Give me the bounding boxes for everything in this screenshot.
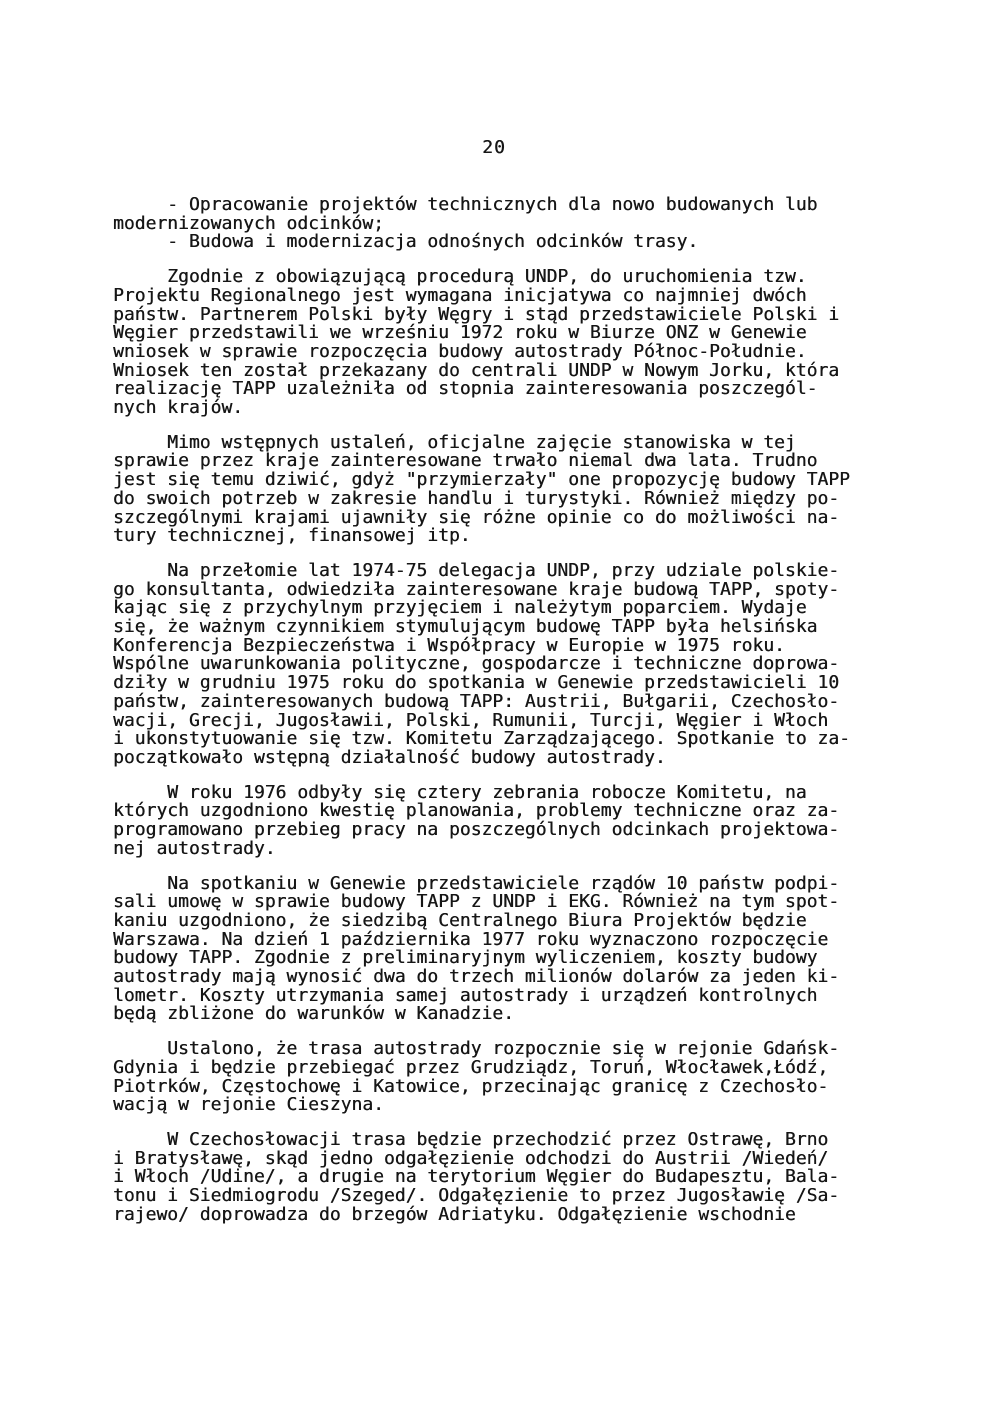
paragraph-route-czechoslovakia: W Czechosłowacji trasa będzie przechodzić przez Ostrawę, Brno i Bratysławę, skąd jedno odgałęzienie odchodzi do Austrii /Wiedeń/ i Włoch /Udine/, a drugie na terytorium Węgier do Budapesztu, Bala- tonu i Siedmiogrodu /Szeged/. Odgałęzienie to przez Jugosławię /Sa- rajewo/ doprowadza do brzegów Adriatyku. Odgałęzienie wschodnie — [113, 1128, 840, 1225]
paragraph-1974-75-delegation: Na przełomie lat 1974-75 delegacja UNDP, przy udziale polskie- go konsultanta, odwiedziła zainteresowane kraje budową TAPP, spoty- kając się z przychylnym przyjęciem i należytym poparciem. Wydaje się, że ważnym czynnikiem stymulującym budowę TAPP była helsińska Konferencja Bezpieczeństwa i Współpracy w Europie w 1975 roku. Wspólne uwarunkowania polityczne, gospodarcze i techniczne doprowa- dziły w grudniu 1975 roku do spotkania w Genewie przedstawicieli 10 państw, zainteresowanych budową TAPP: Austrii, Bułgarii, Czechosło- wacji, Grecji, Jugosławii, Polski, Rumunii, Turcji, Węgier i Włoch i ukonstytuowanie się tzw. Komitetu Zarządzającego. Spotkanie to za- początkowało wstępną działalność budowy autostrady. — [113, 559, 850, 768]
page-number: 20 — [482, 137, 506, 158]
paragraph-list-items: - Opracowanie projektów technicznych dla nowo budowanych lub modernizowanych odcinków; - Budowa i modernizacja odnośnych odcinków trasy. — [113, 194, 818, 253]
paragraph-initial-arrangements: Mimo wstępnych ustaleń, oficjalne zajęcie stanowiska w tej sprawie przez kraje zainteresowane trwało niemal dwa lata. Trudno jest się temu dziwić, gdyż "przymierzały" one propozycję budowy TAPP do swoich potrzeb w zakresie handlu i turystyki. Również między po- szczególnymi krajami ujawniły się różne opinie co do możliwości na- tury technicznej, finansowej itp. — [113, 431, 850, 547]
paragraph-geneva-agreement: Na spotkaniu w Genewie przedstawiciele rządów 10 państw podpi- sali umowę w sprawie budowy TAPP z UNDP i EKG. Również na tym spot- kaniu uzgodniono, że siedzibą Centralnego Biura Projektów będzie Warszawa. Na dzień 1 października 1977 roku wyznaczono rozpoczęcie budowy TAPP. Zgodnie z preliminaryjnym wyliczeniem, koszty budowy autostrady mają wynosić dwa do trzech milionów dolarów za jeden ki- lometr. Koszty utrzymania samej autostrady i urządzeń kontrolnych będą zbliżone do warunków w Kanadzie. — [113, 872, 840, 1025]
document-body — [113, 196, 903, 1224]
paragraph-undp-procedure: Zgodnie z obowiązującą procedurą UNDP, do uruchomienia tzw. Projektu Regionalnego jest wymagana inicjatywa co najmniej dwóch państw. Partnerem Polski były Węgry i stąd przedstawiciele Polski i Węgier przedstawili we wrześniu 1972 roku w Biurze ONZ w Genewie wniosek w sprawie rozpoczęcia budowy autostrady Północ-Południe. Wniosek ten został przekazany do centrali UNDP w Nowym Jorku, która realizację TAPP uzależniła od stopnia zainteresowania poszczegól- nych krajów. — [113, 266, 840, 419]
paragraph-route-poland: Ustalono, że trasa autostrady rozpocznie się w rejonie Gdańsk- Gdynia i będzie przebiegać przez Grudziądz, Toruń, Włocławek,Łódź, Piotrków, Częstochowę i Katowice, przecinając granicę z Czechosło- wacją w rejonie Cieszyna. — [113, 1038, 840, 1116]
paragraph-1976-meetings: W roku 1976 odbyły się cztery zebrania robocze Komitetu, na których uzgodniono kwestię planowania, problemy techniczne oraz za- programowano przebieg pracy na poszczególnych odcinkach projektowa- nej autostrady. — [113, 781, 840, 859]
